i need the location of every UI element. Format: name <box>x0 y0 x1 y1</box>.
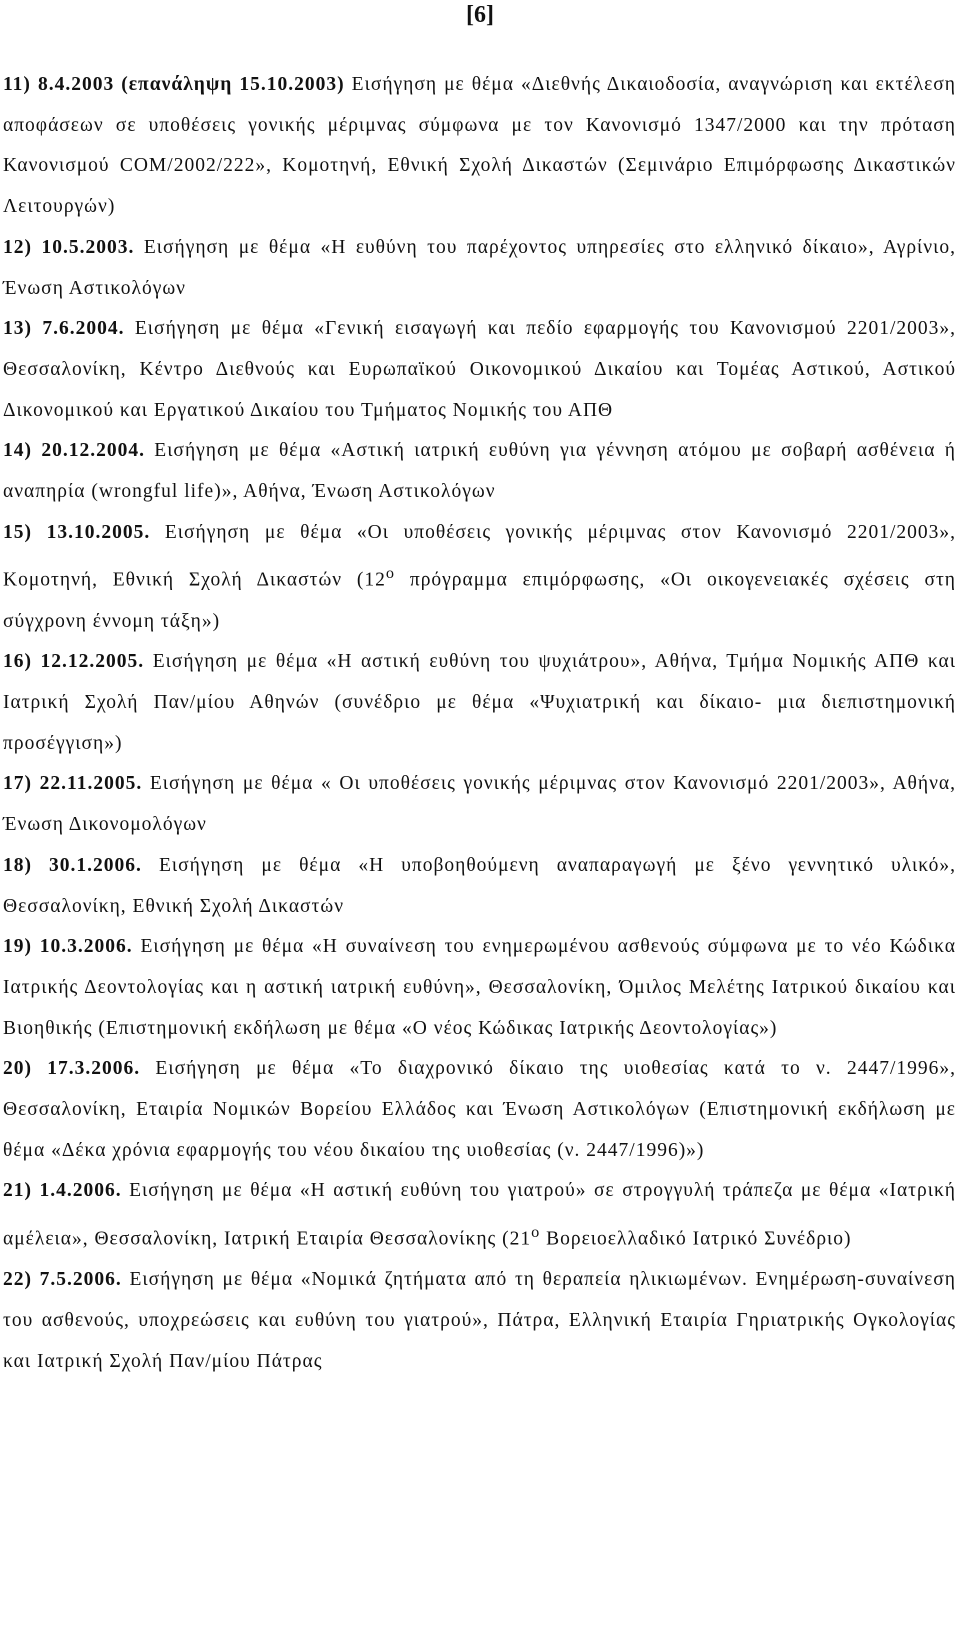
entry-text: Εισήγηση με θέμα «Οι υποθέσεις γονικής μέριμνας στον Κανονισμό 2201/2003», Κομοτηνή, Εθνική Σχολή Δικαστών (12 <box>3 521 957 591</box>
entry-text: Εισήγηση με θέμα «Η συναίνεση του ενημερωμένου ασθενούς σύμφωνα με το νέο Κώδικα Ιατρικής Δεοντολογίας και η αστική ιατρική ευθύνη», Θεσσαλονίκη, Όμιλος Μελέτης Ιατρικού δικαίου και Βιοηθικής (Επιστημονική εκδήλωση με θέμα «Ο νέος Κώδικας Ιατρικής Δεοντολογίας») <box>3 936 956 1039</box>
list-item <box>3 513 956 643</box>
entry-text: Εισήγηση με θέμα «Διεθνής Δικαιοδοσία, αναγνώριση και εκτέλεση αποφάσεων σε υποθέσεις γονικής μέριμνας σύμφωνα με τον Κανονισμό 1347/2000 και την πρόταση Κανονισμού COM/2002/222», Κομοτηνή, Εθνική Σχολή Δικαστών (Σεμινάριο Επιμόρφωσης Δικαστικών Λειτουργών) <box>3 74 956 218</box>
list-item <box>3 309 956 431</box>
entry-date: 10.3.2006. <box>39 936 133 958</box>
entry-number: 16) <box>3 651 32 673</box>
entry-text: Εισήγηση με θέμα «Νομικά ζητήματα από τη θεραπεία ηλικιωμένων. Ενημέρωση-συναίνεση του ασθενούς, υποχρεώσεις και ευθύνη του γιατρού», Πάτρα, Ελληνική Εταιρία Γηριατρικής Ογκολογίας και Ιατρική Σχολή Παν/μίου Πάτρας <box>3 1269 957 1372</box>
entry-date: 10.5.2003. <box>41 236 135 258</box>
entry-text: Εισήγηση με θέμα «Η αστική ευθύνη του γιατρού» σε στρογγυλή τράπεζα με θέμα «Ιατρική αμέλεια», Θεσσαλονίκη, Ιατρική Εταιρία Θεσσαλονίκης (21 <box>3 1180 956 1250</box>
entry-date: 7.6.2004. <box>42 318 125 340</box>
entry-number: 11) <box>3 74 31 95</box>
entry-text: Εισήγηση με θέμα «Η αστική ευθύνη του ψυχιάτρου», Αθήνα, Τμήμα Νομικής ΑΠΘ και Ιατρική Σχολή Παν/μίου Αθηνών (συνέδριο με θέμα «Ψυχιατρική και δίκαιο- μια διεπιστημονική προσέγγιση») <box>3 651 957 754</box>
entry-date: 20.12.2004. <box>41 440 145 462</box>
entry-number: 15) <box>3 521 32 543</box>
entry-text: Εισήγηση με θέμα «Αστική ιατρική ευθύνη για γέννηση ατόμου με σοβαρή ασθένεια ή αναπηρία (wrongful life)», Αθήνα, Ένωση Αστικολόγων <box>3 440 956 503</box>
entry-text: Εισήγηση με θέμα «Το διαχρονικό δίκαιο της υιοθεσίας κατά το ν. 2447/1996», Θεσσαλονίκη, Εταιρία Νομικών Βορείου Ελλάδος και Ένωση Αστικολόγων (Επιστημονική εκδήλωση με θέμα «Δέκα χρόνια εφαρμογής του νέου δικαίου της υιοθεσίας (ν. 2447/1996)») <box>3 1058 956 1161</box>
list-item <box>3 846 956 927</box>
entry-number: 13) <box>3 318 32 340</box>
entry-number: 14) <box>3 440 32 462</box>
entry-number: 19) <box>3 936 32 958</box>
entry-number: 12) <box>3 236 32 258</box>
entry-date: 1.4.2006. <box>39 1180 122 1202</box>
entry-text-after: πρόγραμμα επιμόρφωσης, «Οι οικογενειακές σχέσεις στη σύγχρονη έννομη τάξη») <box>3 569 956 632</box>
entry-text: Εισήγηση με θέμα «Η ευθύνη του παρέχοντος υπηρεσίες στο ελληνικό δίκαιο», Αγρίνιο, Ένωση Αστικολόγων <box>3 236 956 299</box>
ordinal-superscript: ο <box>385 564 396 583</box>
entry-number: 18) <box>3 854 32 876</box>
list-item <box>3 642 956 764</box>
entry-text: Εισήγηση με θέμα «Η υποβοηθούμενη αναπαραγωγή με ξένο γεννητικό υλικό», Θεσσαλονίκη, Εθνική Σχολή Δικαστών <box>3 854 956 917</box>
entry-number: 21) <box>3 1180 32 1202</box>
entry-date: 12.12.2005. <box>40 651 145 673</box>
list-item <box>3 65 956 228</box>
entry-text: Εισήγηση με θέμα « Οι υποθέσεις γονικής μέριμνας στον Κανονισμό 2201/2003», Αθήνα, Ένωση Δικονομολόγων <box>3 773 956 836</box>
ordinal-superscript: ο <box>531 1223 541 1242</box>
entry-number: 20) <box>3 1058 32 1080</box>
entry-text: Εισήγηση με θέμα «Γενική εισαγωγή και πεδίο εφαρμογής του Κανονισμού 2201/2003», Θεσσαλονίκη, Κέντρο Διεθνούς και Ευρωπαϊκού Οικονομικού Δικαίου και Τομέας Αστικού, Αστικού Δικονομικού και Εργατικού Δικαίου του Τμήματος Νομικής του ΑΠΘ <box>3 318 957 421</box>
entry-number: 22) <box>3 1269 32 1291</box>
page-number: [6] <box>466 2 494 28</box>
list-item <box>3 431 956 512</box>
entry-date: 7.5.2006. <box>39 1269 122 1291</box>
list-item <box>3 764 956 845</box>
list-item <box>3 1171 956 1260</box>
entry-date: 30.1.2006. <box>49 854 142 876</box>
entry-date: 22.11.2005. <box>39 773 143 795</box>
entry-text-after: Βορειοελλαδικό Ιατρικό Συνέδριο) <box>540 1228 852 1250</box>
list-item <box>3 927 956 1049</box>
entry-date: 13.10.2005. <box>46 521 151 543</box>
list-item <box>3 228 956 309</box>
list-item <box>3 1260 956 1382</box>
entry-number: 17) <box>3 773 32 795</box>
list-item <box>3 1049 956 1171</box>
entry-date: 8.4.2003 (επανάληψη 15.10.2003) <box>37 74 345 95</box>
entry-date: 17.3.2006. <box>47 1058 141 1080</box>
lecture-list <box>3 65 956 1383</box>
